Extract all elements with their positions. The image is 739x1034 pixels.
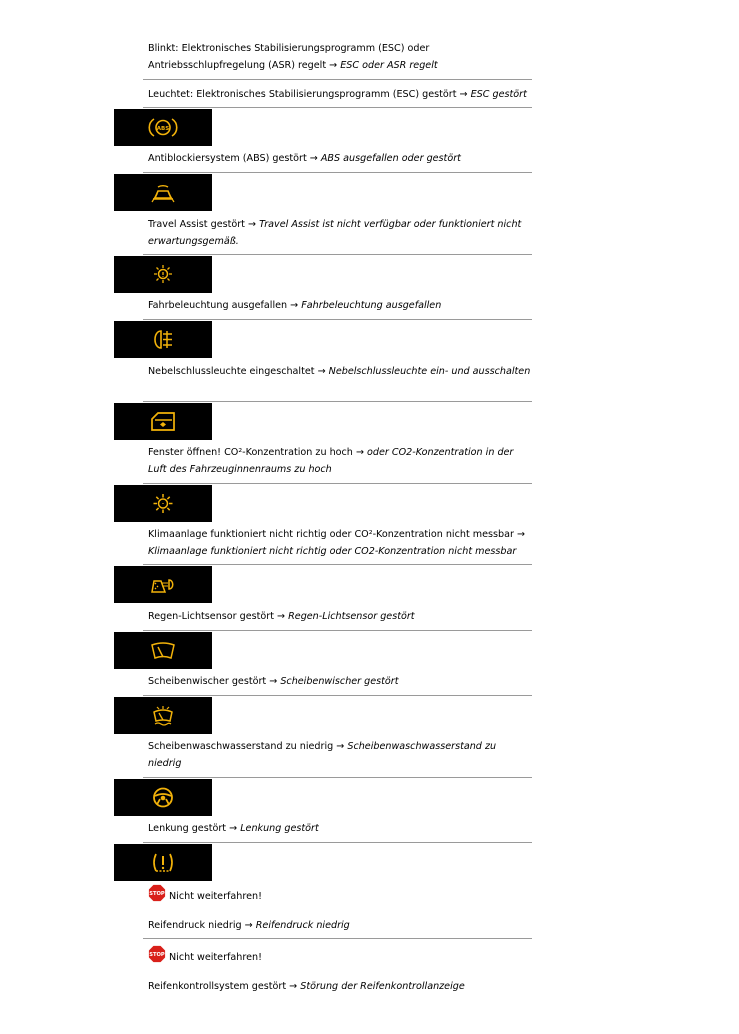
svg-text:ABS: ABS — [156, 126, 170, 132]
travel-assist-icon — [114, 174, 212, 211]
entry-esc-blinking: Blinkt: Elektronisches Stabilisierungsprogramm (ESC) oder Antriebsschlupfregelung (ASR) regelt → ESC oder ASR regelt — [148, 43, 438, 71]
entry-rain-light-sensor: Regen-Lichtsensor gestört → Regen-Lichtsensor gestört — [148, 611, 415, 622]
divider — [143, 483, 532, 484]
divider — [143, 938, 532, 939]
rear-fog-light-icon — [114, 321, 212, 358]
divider — [143, 777, 532, 778]
steering-icon — [114, 779, 212, 816]
wiper-icon — [114, 632, 212, 669]
abs-warning-icon — [114, 109, 212, 146]
tire-pressure-icon — [114, 844, 212, 881]
divider — [143, 254, 532, 255]
divider — [143, 401, 532, 402]
entry-tire-monitoring: Reifenkontrollsystem gestört → Störung der Reifenkontrollanzeige — [148, 981, 465, 992]
stop-sign-icon — [148, 884, 166, 902]
entry-steering: Lenkung gestört → Lenkung gestört — [148, 823, 319, 834]
divider — [143, 172, 532, 173]
divider — [143, 695, 532, 696]
stop-sign-icon — [148, 945, 166, 963]
entry-tire-pressure: Reifendruck niedrig → Reifendruck niedrig — [148, 920, 350, 931]
divider — [143, 107, 532, 108]
entry-rear-fog-light: Nebelschlussleuchte eingeschaltet → Nebelschlussleuchte ein- und ausschalten — [148, 366, 531, 377]
entry-abs: Antiblockiersystem (ABS) gestört → ABS ausgefallen oder gestört — [148, 153, 461, 164]
entry-washer-fluid: Scheibenwaschwasserstand zu niedrig → Scheibenwaschwasserstand zu niedrig — [148, 741, 497, 769]
climate-control-icon — [114, 485, 212, 522]
svg-text:STOP: STOP — [149, 952, 165, 958]
entry-wiper: Scheibenwischer gestört → Scheibenwischer gestört — [148, 676, 399, 687]
divider — [143, 79, 532, 80]
entry-travel-assist: Travel Assist gestört → Travel Assist ist nicht verfügbar oder funktioniert nicht erwartungsgemäß. — [148, 219, 522, 247]
lighting-failure-icon — [114, 256, 212, 293]
divider — [143, 564, 532, 565]
entry-climate: Klimaanlage funktioniert nicht richtig oder CO²-Konzentration nicht messbar → Klimaanlage funktioniert nicht richtig oder CO2-Konzentration nicht messbar — [148, 529, 525, 557]
divider — [143, 630, 532, 631]
entry-lighting: Fahrbeleuchtung ausgefallen → Fahrbeleuchtung ausgefallen — [148, 300, 442, 311]
warning-do-not-continue: Nicht weiterfahren! — [169, 891, 262, 902]
entry-esc-lit: Leuchtet: Elektronisches Stabilisierungsprogramm (ESC) gestört → ESC gestört — [148, 89, 527, 100]
open-window-icon — [114, 403, 212, 440]
warning-do-not-continue: Nicht weiterfahren! — [169, 952, 262, 963]
divider — [143, 319, 532, 320]
rain-light-sensor-icon — [114, 566, 212, 603]
divider — [143, 842, 532, 843]
entry-open-window: Fenster öffnen! CO²-Konzentration zu hoch → oder CO2-Konzentration in der Luft des Fahrzeuginnenraums zu hoch — [148, 447, 514, 475]
svg-text:STOP: STOP — [149, 891, 165, 897]
washer-fluid-icon — [114, 697, 212, 734]
